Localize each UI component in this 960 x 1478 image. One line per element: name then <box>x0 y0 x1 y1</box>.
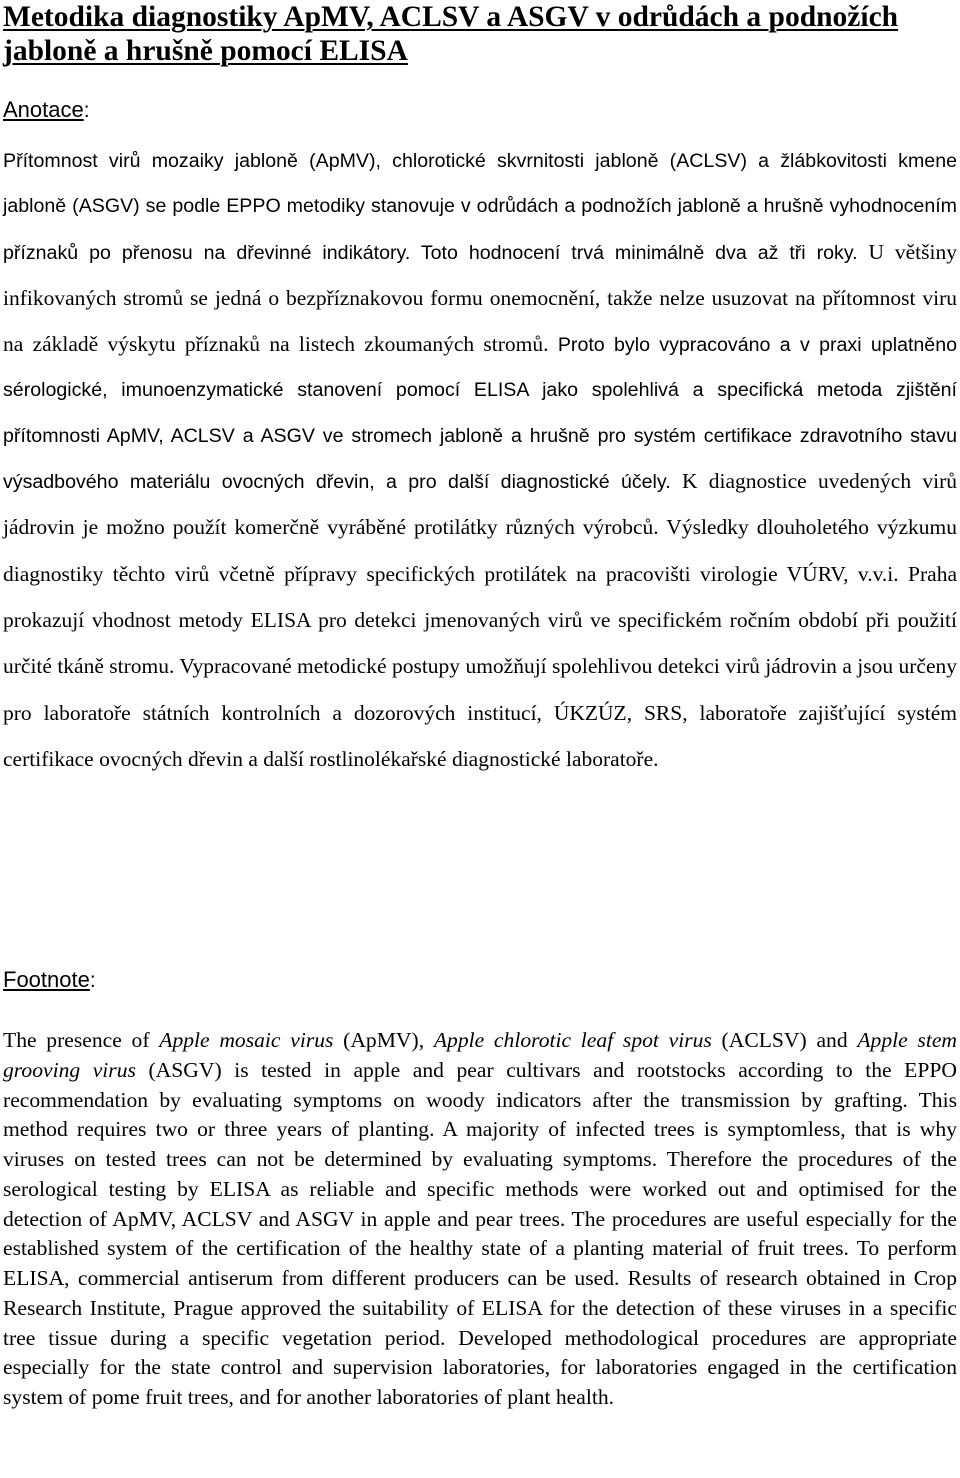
footnote-text-2: (ApMV), <box>333 1028 434 1052</box>
anotace-text-part4: K diagnostice uvedených virů jádrovin je možno použít komerčně vyráběné protilátky různých výrobců. Výsledky dlouholetého výzkumu diagnostiky těchto virů včetně přípravy specifických protilátek na pracovišti virologie VÚRV, v.v.i. Praha prokazují vhodnost metody ELISA pro detekci jmenovaných virů ve specifickém ročním období při použití určité tkáně stromu. Vypracované metodické postupy umožňují spolehlivou detekci virů jádrovin a jsou určeny pro laboratoře státních kontrolních a dozorových institucí, ÚKZÚZ, SRS, laboratoře zajišťující systém certifikace ovocných dřevin a další rostlinolékařské diagnostické laboratoře. <box>3 469 958 771</box>
anotace-colon: : <box>83 99 90 122</box>
document-title: Metodika diagnostiky ApMV, ACLSV a ASGV v odrůdách a podnožích jabloně a hrušně pomocí ELISA <box>3 1 899 67</box>
anotace-text-part1: Přítomnost virů mozaiky jabloně (ApMV), chlorotické skvrnitosti jabloně (ACLSV) a žlábkovitosti kmene jabloně (ASGV) se podle EPPO metodiky stanovuje v odrůdách a podnožích jabloně a hrušně vyhodnocením příznaků po přenosu na dřevinné indikátory. Toto hodnocení trvá minimálně dva až tři roky. <box>3 150 957 264</box>
footnote-virus-asgv: Apple stem grooving virus <box>3 1028 958 1082</box>
anotace-paragraph <box>3 139 957 783</box>
footnote-virus-aclsv: Apple chlorotic leaf spot virus <box>433 1028 712 1052</box>
footnote-text-4: (ASGV) is tested in apple and pear cultivars and rootstocks according to the EPPO recommendation by evaluating symptoms on woody indicators after the transmission by grafting. This method requires two or three years of planting. A majority of infected trees is symptomless, that is why viruses on tested trees can not be determined by evaluating symptoms. Therefore the procedures of the serological testing by ELISA as reliable and specific methods were worked out and optimised for the detection of ApMV, ACLSV and ASGV in apple and pear trees. The procedures are useful especially for the established system of the certification of the healthy state of a planting material of fruit trees. To perform ELISA, commercial antiserum from different producers can be used. Results of research obtained in Crop Research Institute, Prague approved the suitability of ELISA for the detection of these viruses in a specific tree tissue during a specific vegetation period. Developed methodological procedures are appropriate especially for the state control and supervision laboratories, for laboratories engaged in the certification system of pome fruit trees, and for another laboratories of plant health. <box>3 1057 957 1409</box>
footnote-virus-apmv: Apple mosaic virus <box>159 1028 334 1052</box>
footnote-heading <box>3 966 96 995</box>
footnote-text-1: The presence of <box>3 1028 160 1052</box>
anotace-text-part3: Proto bylo vypracováno a v praxi uplatněno sérologické, imunoenzymatické stanovení pomocí ELISA jako spolehlivá a specifická metoda zjištění přítomnosti ApMV, ACLSV a ASGV ve stromech jabloně a hrušně pro systém certifikace zdravotního stavu výsadbového materiálu ovocných dřevin, a pro další diagnostické účely. <box>3 334 957 494</box>
anotace-text-part2: U většiny infikovaných stromů se jedná o bezpříznakovou formu onemocnění, takže nelze usuzovat na přítomnost viru na základě výskytu příznaků na listech zkoumaných stromů. <box>3 239 957 357</box>
footnote-label: Footnote <box>3 967 90 992</box>
footnote-colon: : <box>89 969 96 992</box>
footnote-text-3: (ACLSV) and <box>711 1028 858 1052</box>
anotace-label: Anotace <box>3 97 84 122</box>
footnote-paragraph <box>3 1026 957 1413</box>
anotace-heading <box>3 96 90 125</box>
